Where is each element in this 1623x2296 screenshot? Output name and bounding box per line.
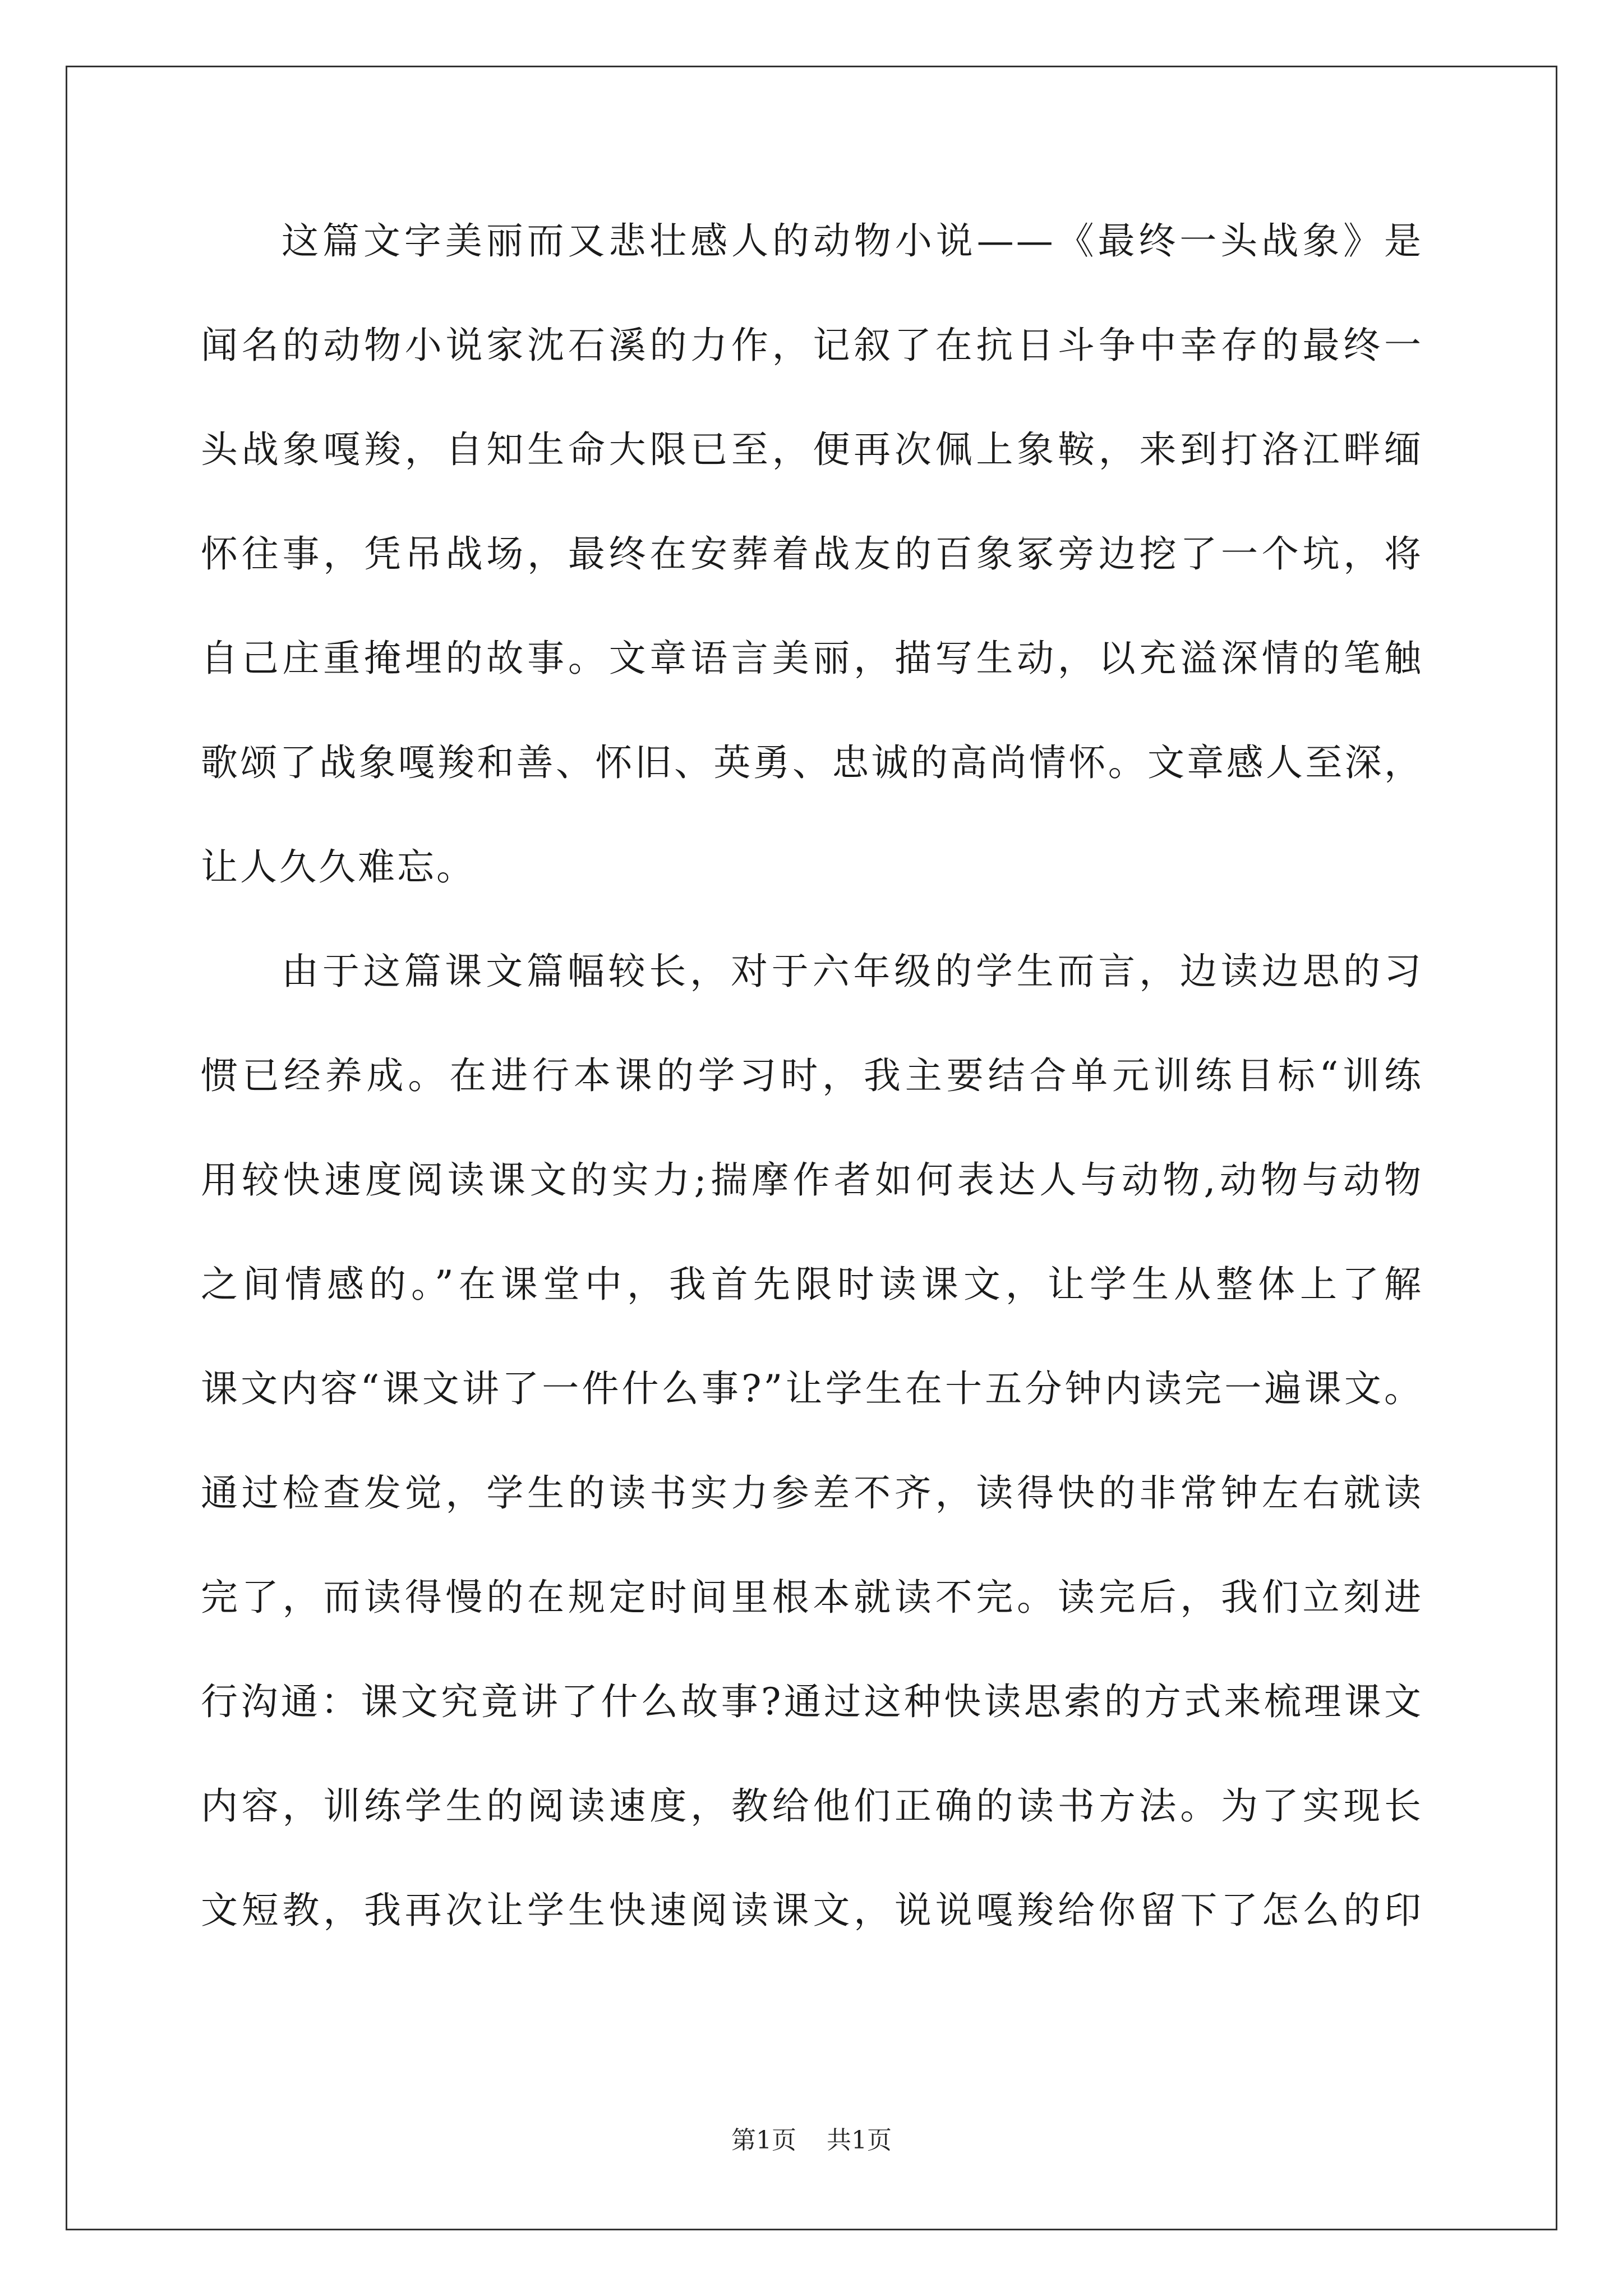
paragraph-2 <box>201 944 1423 1987</box>
text-line: 闻名的动物小说家沈石溪的力作，记叙了在抗日斗争中幸存的最终一 <box>201 324 1423 367</box>
text-line: 惯已经养成。在进行本课的学习时，我主要结合单元训练目标“训练 <box>201 1054 1423 1097</box>
page-footer <box>0 2124 1623 2157</box>
text-line: 通过检查发觉，学生的读书实力参差不齐，读得快的非常钟左右就读 <box>201 1471 1423 1515</box>
text-line: 这篇文字美丽而又悲壮感人的动物小说——《最终一头战象》是 <box>282 219 1423 263</box>
text-line: 歌颂了战象嘎羧和善、怀旧、英勇、忠诚的高尚情怀。文章感人至深， <box>201 741 1423 784</box>
text-line: 内容，训练学生的阅读速度，教给他们正确的读书方法。为了实现长 <box>201 1784 1423 1828</box>
text-line: 自己庄重掩埋的故事。文章语言美丽，描写生动，以充溢深情的笔触 <box>201 637 1423 680</box>
text-line: 完了，而读得慢的在规定时间里根本就读不完。读完后，我们立刻进 <box>201 1576 1423 1619</box>
document-body <box>201 213 1423 1987</box>
text-line: 让人久久难忘。 <box>201 845 476 889</box>
text-line: 由于这篇课文篇幅较长，对于六年级的学生而言，边读边思的习 <box>282 950 1423 993</box>
text-line: 头战象嘎羧，自知生命大限已至，便再次佩上象鞍，来到打洛江畔缅 <box>201 428 1423 471</box>
page-total: 共1页 <box>827 2126 892 2155</box>
text-line: 行沟通：课文究竟讲了什么故事?通过这种快读思索的方式来梳理课文 <box>201 1680 1423 1723</box>
page-number: 第1页 <box>731 2126 796 2155</box>
text-line: 用较快速度阅读课文的实力;揣摩作者如何表达人与动物,动物与动物 <box>201 1158 1423 1202</box>
text-line: 文短教，我再次让学生快速阅读课文，说说嘎羧给你留下了怎么的印 <box>201 1889 1423 1932</box>
text-line: 怀往事，凭吊战场，最终在安葬着战友的百象冢旁边挖了一个坑，将 <box>201 532 1423 576</box>
text-line: 课文内容“课文讲了一件什么事?”让学生在十五分钟内读完一遍课文。 <box>201 1367 1423 1410</box>
paragraph-1 <box>201 213 1423 944</box>
text-line: 之间情感的。”在课堂中，我首先限时读课文，让学生从整体上了解 <box>201 1263 1423 1306</box>
